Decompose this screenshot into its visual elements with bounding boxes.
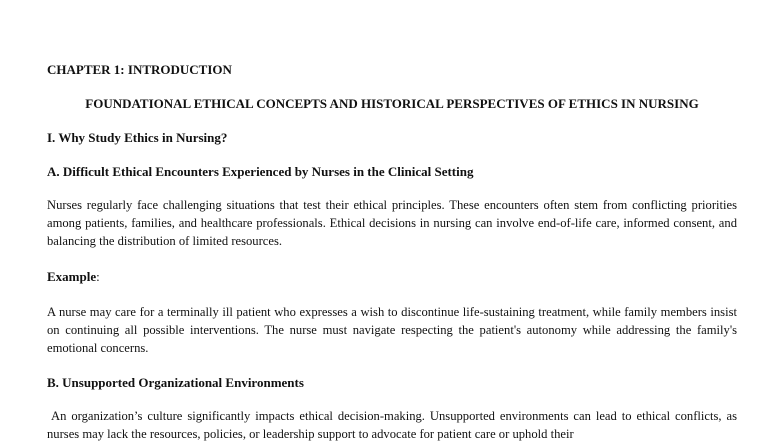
- chapter-title: CHAPTER 1: INTRODUCTION: [47, 62, 232, 77]
- main-heading: FOUNDATIONAL ETHICAL CONCEPTS AND HISTORICAL PERSPECTIVES OF ETHICS IN NURSING: [85, 96, 699, 111]
- paragraph-a: Nurses regularly face challenging situations that test their ethical principles. These encounters often stem from conflicting priorities among patients, families, and healthcare professionals. Ethical decisions in nursing can involve end-of-life care, informed consent, and balancing the distribution of limited resources.: [47, 198, 737, 248]
- example-label: Example: [47, 269, 97, 284]
- example-colon: :: [96, 269, 100, 284]
- section-heading: I. Why Study Ethics in Nursing?: [47, 130, 228, 145]
- subsection-b-heading: B. Unsupported Organizational Environments: [47, 375, 304, 390]
- paragraph-b: An organization’s culture significantly impacts ethical decision-making. Unsupported environments can lead to ethical conflicts, as nurses may lack the resources, policies, or leadership support to advocate for patient care or uphold their: [47, 409, 737, 441]
- subsection-a-heading: A. Difficult Ethical Encounters Experienced by Nurses in the Clinical Setting: [47, 164, 474, 179]
- example-paragraph: A nurse may care for a terminally ill patient who expresses a wish to discontinue life-sustaining treatment, while family members insist on continuing all possible interventions. The nurse must navigate respecting the patient's autonomy while addressing the family's emotional concerns.: [47, 305, 737, 355]
- example-line: [47, 269, 737, 285]
